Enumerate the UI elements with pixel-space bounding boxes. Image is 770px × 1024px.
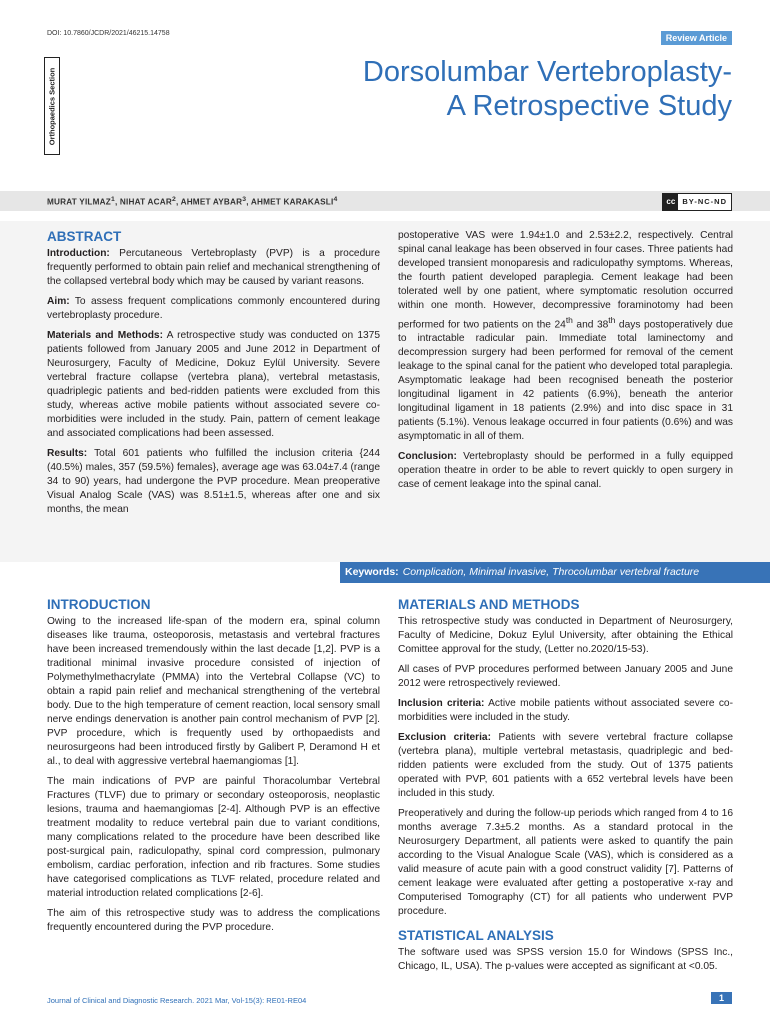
page-number: 1 — [711, 992, 732, 1004]
abstract-text: Vertebroplasty should be performed in a fully equipped operation theatre in order to be able to revert quickly to open surgery in case of cement leakage into the spinal canal. — [398, 451, 733, 491]
abstract-label: Materials and Methods: — [47, 330, 163, 341]
abstract-label: Introduction: — [47, 248, 110, 259]
cc-license-badge[interactable] — [662, 193, 732, 211]
statistics-heading: STATISTICAL ANALYSIS — [398, 928, 554, 943]
doi-text: DOI: 10.7860/JCDR/2021/46215.14758 — [47, 30, 170, 37]
body-left-column — [47, 598, 380, 941]
abstract-paragraph — [47, 329, 380, 441]
methods-paragraph: All cases of PVP procedures performed between January 2005 and June 2012 were retrospectively reviewed. — [398, 664, 733, 689]
methods-heading: MATERIALS AND METHODS — [398, 597, 580, 612]
abstract-text: To assess frequent complications commonly encountered during vertebroplasty procedure. — [47, 296, 380, 321]
abstract-text: Percutaneous Vertebroplasty (PVP) is a procedure frequently performed to obtain pain relief and mechanical strengthening of the collapsed vertebral body which may be caused by variant reasons. — [47, 248, 380, 287]
abstract-label: Conclusion: — [398, 451, 457, 463]
inclusion-text: Active mobile patients without associated severe co-morbidities were included in the study. — [398, 698, 733, 723]
introduction-paragraph: Owing to the increased life-span of the modern era, spinal column diseases like trauma, osteoporosis, metastasis and vertebral fractures have been increased tremendously within the last decade [1,2]. PVP is a traditional minimal invasive procedure consisted of injection of Polymethylmethacrylate (PMMA) into the Vertebral Collapse (VC) to obtain a rapid pain relief and mechanical strengthening of the vertebral body. Due to the high temperature of cement reaction, local sensory small nerve endings denervation is another pain control mechanism of PVP [2]. PVP procedure, which is frequently used by orthopaedists and neurosurgeons had been introduced firstly by Galibert P, Deramond H et al., to deal with aggressive vertebral haemangiomas [1]. — [47, 616, 380, 767]
author-list: MURAT YILMAZ$^1$, NIHAT ACAR$^2$, AHMET AYBAR$^3$, AHMET KARAKASLI$^4$ — [47, 196, 338, 207]
methods-paragraph: This retrospective study was conducted in Department of Neurosurgery, Faculty of Medicine, Dokuz Eylul University, after obtaining the Ethical Comittee approval for the study, (Letter no.2020/15-53). — [398, 616, 733, 655]
inclusion-paragraph — [398, 697, 733, 725]
introduction-paragraph: The main indications of PVP are painful Thoracolumbar Vertebral Fractures (TLVF) due to primary or secondary osteoporosis, neoplastic lesions, trauma and haemangiomas [2-4]. Although PVP is an effective treatment modality to reduce vertebral pain due to variant conditions, many complications related to the procedure have been described like post-surgical pain, radiculopathy, spinal cord compression, pulmonary embolism, cardiac perforation, infection and rib fractures. Some studies have categorised complications as TLVF related, procedure related and material introduction related complications [2-6]. — [47, 776, 380, 899]
exclusion-text: Patients with severe vertebral fracture collapse (vertebra plana), multiple vertebral metastasis, quadriplegic and bed-ridden patients were excluded from the study. Out of 1375 patients operated with PVP, 601 patients with a 652 vertebral levels have been included in this study. — [398, 732, 733, 799]
article-type-badge: Review Article — [661, 31, 732, 45]
section-tab — [44, 57, 60, 155]
methods-paragraph: Preoperatively and during the follow-up periods which ranged from 4 to 16 months average 7.3±5.2 months. As a standard protocal in the Neurosurgery Department, all patients were asked to quantify the pain according to the Visual Analogue Scale (VAS), which is considered as a valid measure of acute pain with a good construct validity [7]. Patterns of cement leakage were evaluated after getting a postoperative x-ray and Computerised Tomography (CT) for all patients who underwent PVP procedure. — [398, 808, 733, 917]
inclusion-label: Inclusion criteria: — [398, 698, 485, 709]
abstract-label: Aim: — [47, 296, 70, 307]
body-right-column — [398, 598, 733, 980]
exclusion-paragraph — [398, 731, 733, 801]
title-line-1: Dorsolumbar Vertebroplasty- — [362, 56, 732, 88]
keywords-bar — [340, 562, 770, 583]
introduction-paragraph: The aim of this retrospective study was to address the complications frequently encountered during the PVP procedure. — [47, 908, 380, 933]
abstract-heading: ABSTRACT — [47, 229, 122, 244]
cc-icon: cc — [663, 194, 678, 210]
exclusion-label: Exclusion criteria: — [398, 732, 491, 743]
article-title — [252, 55, 732, 123]
abstract-results-continued: postoperative VAS were 1.94±1.0 and 2.53±2.2, respectively. Central spinal canal leakage has been observed in four cases. Three patients had developed transient monoparesis and radiculopathy symptoms. Whereas, the fourth patient developed paraplegia. Cement leakage had been tolerated well by one patient, where symptomatic resolution occurred within one month. However, decompressive foraminotomy had been performed for two patients on the 24th and 38th days postoperatively due to intractable radicular pain. Immediate total laminectomy and decompression surgery had been performed for removal of the cement leakage to the spinal canal for the patient who developed total paraplegia. Asymptomatic leakage had been recognised beneath the posterior longitudinal ligament in 42 patients (6.9%), beneath the anterior longitudinal ligament in 18 patients (2.9%) and into disc space in 31 patients (5.1%). Venous leakage occurred in four patients (0.6%) and was asymptomatic in all of them. — [398, 230, 733, 443]
journal-footer: Journal of Clinical and Diagnostic Research. 2021 Mar, Vol-15(3): RE01-RE04 — [47, 996, 307, 1005]
abstract-text: Total 601 patients who fulfilled the inclusion criteria {244 (40.5%) males, 357 (59.5%) females}, average age was 63.04±7.4 (range 34 to 90) years, had undergone the PVP procedure. Mean preoperative Visual Analog Scale (VAS) was 8.51±1.5, whereas after one and six months, the mean — [47, 448, 380, 515]
abstract-text: A retrospective study was conducted on 1375 patients followed from January 2005 and June 2012 in Department of Neurosurgery, Faculty of Medicine, Dokuz Eylül University. Severe vertebral fracture collapse (vertebra plana), vertebral metastasis, quadriplegic patients and bed-ridden patients were excluded from this study, whereas active mobile patients without associated severe co-morbidities were included in the study. Pain, pattern of cement leakage and associated complications had been assessed. — [47, 330, 380, 439]
keywords-label: Keywords: — [345, 566, 399, 578]
abstract-label: Results: — [47, 448, 88, 459]
abstract-paragraph — [47, 447, 380, 517]
section-label: Orthopaedics Section — [47, 67, 57, 145]
statistics-paragraph: The software used was SPSS version 15.0 for Windows (SPSS Inc., Chicago, IL, USA). The p-values were accepted as significant at <0.05. — [398, 947, 733, 972]
abstract-left-column — [47, 230, 380, 523]
license-text: BY-NC-ND — [678, 194, 731, 210]
introduction-heading: INTRODUCTION — [47, 597, 151, 612]
abstract-paragraph — [47, 247, 380, 289]
keywords-text: Complication, Minimal invasive, Throcolumbar vertebral fracture — [402, 566, 700, 578]
abstract-paragraph — [47, 295, 380, 323]
abstract-conclusion — [398, 450, 733, 492]
title-line-2: A Retrospective Study — [446, 90, 732, 122]
abstract-right-column — [398, 229, 733, 498]
